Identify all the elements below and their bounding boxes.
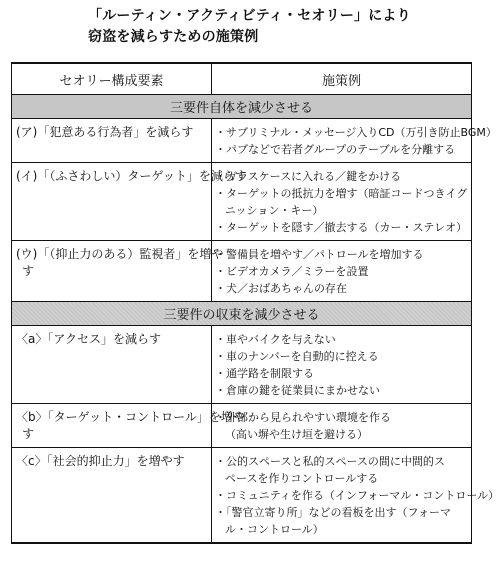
table-row — [12, 163, 472, 241]
header-measures: 施策例 — [212, 63, 472, 95]
theory-element-text: 〈a〉「アクセス」を減らす — [16, 332, 161, 346]
measure-item: ・ガラスケースに入れる／鍵をかける — [215, 170, 402, 183]
measure-item: ・通学路を制限する — [215, 367, 314, 380]
theory-element-text: す — [22, 427, 35, 441]
theory-element-text: (ウ)「（抑止力のある）監視者」を増や — [16, 247, 224, 261]
document-title — [88, 6, 411, 48]
table-row — [12, 404, 472, 448]
theory-element-cell — [12, 448, 212, 544]
measure-item: ・倉庫の鍵を従業員にまかせない — [215, 384, 380, 397]
measure-item: ・ターゲットの抵抗力を増す（暗証コードつきイグ — [215, 187, 468, 200]
measures-cell — [212, 404, 472, 448]
measure-item: ・ターゲットを隠す／撤去する（カー・ステレオ） — [215, 221, 468, 234]
section-heading-row — [12, 95, 472, 119]
table-header-row — [12, 63, 472, 95]
measure-item: ペースを作りコントロールする — [225, 472, 379, 485]
theory-element-cell — [12, 119, 212, 163]
measure-item: ・犬／おばあちゃんの存在 — [215, 282, 347, 295]
section-heading: 三要件の収束を減少させる — [12, 302, 472, 326]
measures-cell — [212, 119, 497, 163]
measure-item: ・コミュニティを作る（インフォーマル・コントロール） — [215, 489, 499, 502]
measure-item: ・車やバイクを与えない — [215, 333, 336, 346]
measures-table — [11, 62, 499, 544]
measure-item: ・サブリミナル・メッセージ入りCD（万引き防止BGM） — [215, 126, 497, 139]
measures-cell — [212, 326, 472, 404]
table-row — [12, 448, 472, 544]
table-body — [12, 95, 499, 544]
table-row — [12, 326, 472, 404]
theory-element-text: (ア)「犯意ある行為者」を減らす — [16, 125, 194, 139]
measure-item: ・パブなどで若者グループのテーブルを分離する — [215, 143, 456, 156]
measure-item: ・車のナンバーを自動的に控える — [215, 350, 379, 363]
theory-element-cell — [12, 241, 224, 302]
measure-item: ル・コントロール） — [225, 523, 324, 536]
theory-element-cell — [12, 163, 247, 241]
title-line-2: 窃盗を減らすための施策例 — [88, 29, 259, 45]
theory-element-text: 〈b〉「ターゲット・コントロール」を増や — [16, 410, 245, 424]
measure-item: ・「警官立寄り所」などの看板を出す（フォーマ — [215, 506, 451, 519]
theory-element-text: 〈c〉「社会的抑止力」を増やす — [16, 454, 185, 468]
measure-item: ニッション・キー） — [225, 204, 324, 217]
measure-item: （高い塀や生け垣を避ける） — [225, 428, 368, 441]
table-row — [12, 119, 472, 163]
table-row — [12, 241, 472, 302]
theory-element-cell — [12, 404, 245, 448]
measure-item: ・ビデオカメラ／ミラーを設置 — [215, 265, 369, 278]
measure-item: ・外部から見られやすい環境を作る — [215, 411, 391, 424]
theory-element-cell — [12, 326, 212, 404]
measure-item: ・公的スペースと私的スペースの間に中間的ス — [215, 455, 445, 468]
theory-element-text: す — [22, 264, 35, 278]
measures-cell — [212, 163, 472, 241]
theory-element-text: (イ)「（ふさわしい）ターゲット」を減らす — [16, 169, 247, 183]
measures-cell — [212, 241, 472, 302]
header-theory-element: セオリー構成要素 — [12, 63, 212, 95]
section-heading-row — [12, 302, 472, 326]
title-line-1: 「ルーティン・アクティビティ・セオリー」により — [88, 8, 411, 24]
measures-cell — [212, 448, 499, 544]
section-heading: 三要件自体を減少させる — [12, 95, 472, 119]
measure-item: ・警備員を増やす／パトロールを増加する — [215, 248, 424, 261]
